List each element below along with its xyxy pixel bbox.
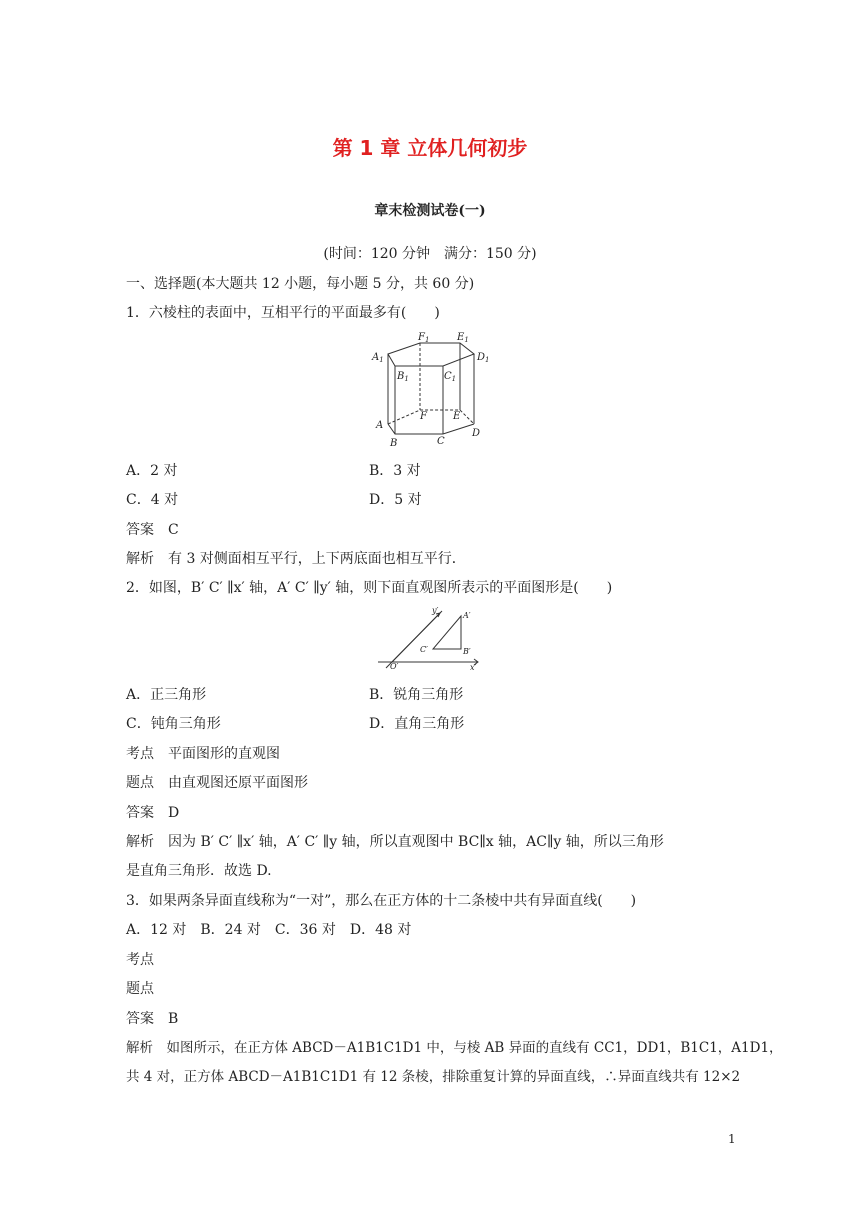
q2-kaodian: 考点 平面图形的直观图 bbox=[126, 746, 280, 762]
label-a1: $A_1$ bbox=[372, 352, 384, 364]
label-f: F bbox=[420, 411, 427, 422]
label-e1: $E_1$ bbox=[457, 332, 469, 344]
label-b1: $B_1$ bbox=[397, 371, 409, 383]
label-a-prime: A′ bbox=[463, 611, 471, 620]
label-c1: $C_1$ bbox=[444, 371, 457, 383]
label-d1: $D_1$ bbox=[477, 352, 490, 364]
oblique-triangle-figure bbox=[376, 604, 486, 670]
label-b-prime: B′ bbox=[463, 647, 471, 656]
chapter-title: 第 1 章 立体几何初步 bbox=[332, 136, 528, 160]
label-c: C bbox=[437, 436, 445, 447]
q1-option-d: D．5 对 bbox=[369, 492, 422, 508]
q1-stem: 1．六棱柱的表面中，互相平行的平面最多有( ) bbox=[126, 305, 440, 321]
label-d: D bbox=[472, 428, 481, 439]
q2-option-d: D．直角三角形 bbox=[369, 716, 465, 732]
q3-options: A．12 对 B．24 对 C．36 对 D．48 对 bbox=[126, 922, 412, 938]
q1-option-a: A．2 对 bbox=[126, 463, 178, 479]
label-f1: $F_1$ bbox=[418, 332, 430, 344]
label-c-prime: C′ bbox=[420, 645, 428, 654]
label-x-axis: x′ bbox=[470, 663, 477, 670]
q2-option-a: A．正三角形 bbox=[126, 687, 207, 703]
q2-analysis-line1: 解析 因为 B′ C′ ∥x′ 轴，A′ C′ ∥y 轴，所以直观图中 BC∥x 轴，AC∥y 轴，所以三角形 bbox=[126, 834, 664, 850]
q2-option-c: C．钝角三角形 bbox=[126, 716, 221, 732]
label-o-prime: O′ bbox=[390, 662, 399, 670]
q1-answer: 答案 C bbox=[126, 522, 179, 538]
exam-info: (时间：120 分钟 满分：150 分) bbox=[323, 246, 537, 262]
q2-analysis-line2: 是直角三角形．故选 D. bbox=[126, 863, 272, 879]
q1-option-b: B．3 对 bbox=[369, 463, 421, 479]
q3-analysis-line1: 解析 如图所示，在正方体 ABCD－A1B1C1D1 中，与棱 AB 异面的直线有 CC1，DD1，B1C1，A1D1， bbox=[126, 1040, 783, 1056]
q2-option-b: B．锐角三角形 bbox=[369, 687, 464, 703]
q1-analysis: 解析 有 3 对侧面相互平行，上下两底面也相互平行． bbox=[126, 551, 466, 567]
label-a: A bbox=[376, 420, 384, 431]
hexagonal-prism-figure bbox=[368, 330, 498, 450]
test-title: 章末检测试卷(一) bbox=[374, 203, 486, 219]
q3-stem: 3．如果两条异面直线称为“一对”，那么在正方体的十二条棱中共有异面直线( ) bbox=[126, 893, 637, 909]
section-header: 一、选择题(本大题共 12 小题，每小题 5 分，共 60 分) bbox=[126, 276, 475, 292]
label-e: E bbox=[453, 411, 461, 422]
q2-stem: 2．如图，B′ C′ ∥x′ 轴，A′ C′ ∥y′ 轴，则下面直观图所表示的平面图形是( ) bbox=[126, 580, 613, 596]
page-number: 1 bbox=[728, 1132, 736, 1146]
q3-analysis-line2: 共 4 对，正方体 ABCD－A1B1C1D1 有 12 条棱，排除重复计算的异面直线，∴异面直线共有 12×2 bbox=[126, 1069, 741, 1085]
q2-answer: 答案 D bbox=[126, 805, 180, 821]
q2-tidian: 题点 由直观图还原平面图形 bbox=[126, 775, 308, 791]
label-b: B bbox=[390, 438, 398, 449]
label-y-axis: y′ bbox=[432, 606, 439, 615]
q3-answer: 答案 B bbox=[126, 1011, 179, 1027]
q3-kaodian: 考点 bbox=[126, 952, 154, 968]
q3-tidian: 题点 bbox=[126, 981, 154, 997]
q1-option-c: C．4 对 bbox=[126, 492, 179, 508]
